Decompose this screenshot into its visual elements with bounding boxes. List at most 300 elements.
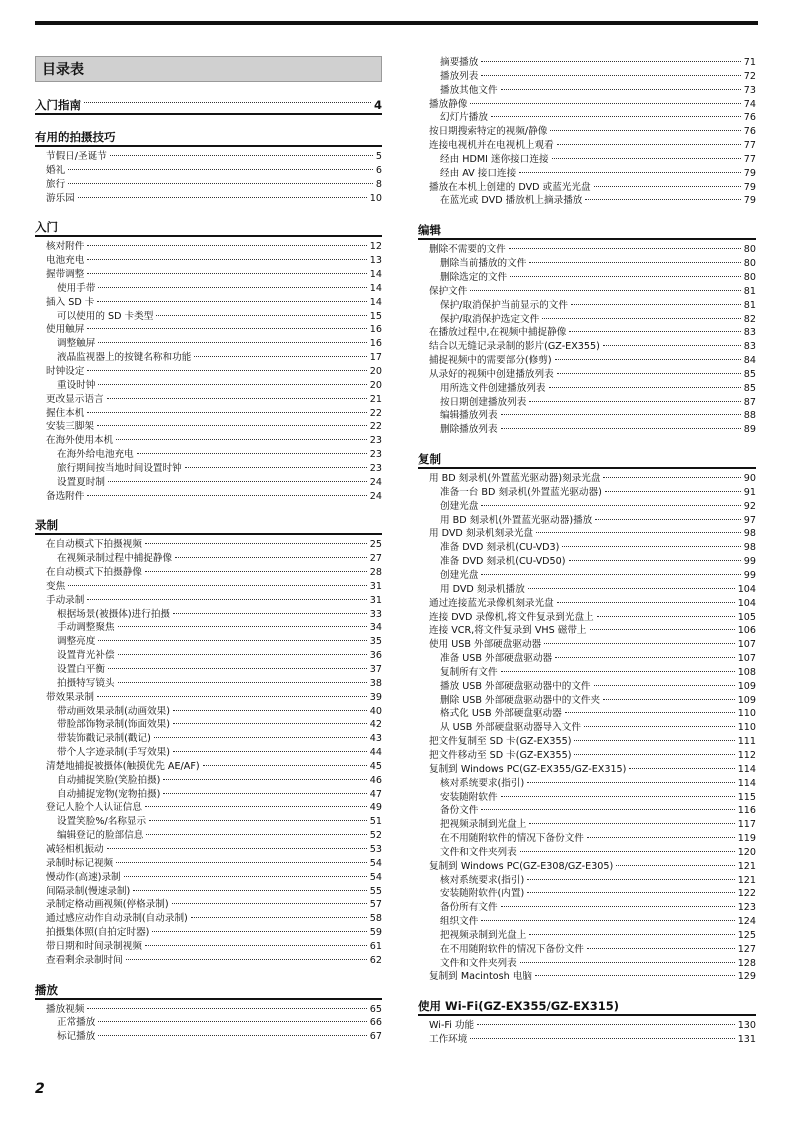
toc-entry[interactable]	[35, 434, 382, 448]
toc-entry[interactable]	[35, 885, 382, 899]
entry-label: 在海外使用本机	[46, 435, 114, 447]
toc-entry[interactable]	[418, 340, 756, 354]
entry-label: 设置笑脸%/名称显示	[57, 816, 147, 828]
entry-label: 备选附件	[46, 490, 85, 502]
toc-entry[interactable]	[35, 829, 382, 843]
entry-label: 准备 DVD 刻录机(CU-VD3)	[440, 542, 560, 554]
dot-leader	[527, 782, 734, 783]
dot-leader	[108, 481, 367, 482]
entry-page: 123	[737, 902, 756, 914]
dot-leader	[78, 197, 367, 198]
dot-leader	[595, 519, 741, 520]
toc-entry[interactable]	[418, 666, 756, 680]
entry-label: 删除当前播放的文件	[440, 258, 527, 270]
entry-label: 登记人脸个人认证信息	[46, 802, 142, 814]
section-title: 复制	[418, 452, 441, 467]
dot-leader	[173, 613, 367, 614]
dot-leader	[146, 834, 366, 835]
entry-label: 在不用随附软件的情况下备份文件	[440, 943, 584, 955]
entry-page: 23	[369, 449, 382, 461]
toc-entry[interactable]	[418, 181, 756, 195]
toc-entry[interactable]	[35, 718, 382, 732]
toc-entry[interactable]	[35, 1003, 382, 1017]
entry-page: 120	[737, 846, 756, 858]
toc-entry[interactable]	[418, 611, 756, 625]
toc-entry[interactable]	[35, 490, 382, 504]
toc-entry[interactable]	[35, 857, 382, 871]
entry-label: 拍摄特写镜头	[57, 677, 115, 689]
entry-label: 播放其他文件	[440, 84, 498, 96]
entry-page: 79	[743, 195, 756, 207]
toc-entry[interactable]	[35, 801, 382, 815]
toc-entry[interactable]	[35, 760, 382, 774]
dot-leader	[587, 837, 735, 838]
entry-label: 正常播放	[57, 1017, 96, 1029]
entry-page: 122	[737, 888, 756, 900]
entry-page: 38	[369, 677, 382, 689]
entry-label: 播放 USB 外部硬盘驱动器中的文件	[440, 680, 591, 692]
dot-leader	[501, 796, 735, 797]
section-heading	[35, 129, 382, 147]
entry-page: 121	[737, 860, 756, 872]
entry-label: 查看剩余录制时间	[46, 954, 123, 966]
dot-leader	[118, 682, 367, 683]
toc-entry[interactable]	[35, 1016, 382, 1030]
entry-page: 88	[743, 410, 756, 422]
entry-label: 通过感应动作自动录制(自动录制)	[46, 913, 188, 925]
toc-entry[interactable]	[418, 125, 756, 139]
toc-column-right	[418, 56, 756, 1061]
toc-entry[interactable]	[418, 194, 756, 208]
entry-page: 131	[737, 1034, 756, 1046]
dot-leader	[552, 158, 741, 159]
toc-entry[interactable]	[35, 150, 382, 164]
entry-label: 用 DVD 刻录机播放	[440, 583, 525, 595]
entry-label: 带个人字迹录制(手写效果)	[57, 747, 171, 759]
toc-entry[interactable]	[418, 970, 756, 984]
entry-label: 减轻相机振动	[46, 843, 104, 855]
toc-entry[interactable]	[418, 313, 756, 327]
entry-label: 核对系统要求(指引)	[440, 777, 525, 789]
entry-label: 摘要播放	[440, 57, 479, 68]
entry-page: 65	[369, 1003, 382, 1015]
toc-entry[interactable]	[418, 423, 756, 437]
toc-entry[interactable]	[418, 326, 756, 340]
toc-entry[interactable]	[35, 774, 382, 788]
entry-page: 79	[743, 181, 756, 193]
toc-entry[interactable]	[35, 566, 382, 580]
toc-entry[interactable]	[418, 707, 756, 721]
toc-entry[interactable]	[418, 257, 756, 271]
toc-entry[interactable]	[418, 56, 756, 70]
toc-entry[interactable]	[35, 310, 382, 324]
toc-entry[interactable]	[35, 912, 382, 926]
toc-entry[interactable]	[418, 98, 756, 112]
entry-label: 重设时钟	[57, 379, 96, 391]
toc-entry[interactable]	[418, 514, 756, 528]
dot-leader	[616, 865, 734, 866]
entry-page: 90	[743, 473, 756, 485]
toc-entry[interactable]	[418, 527, 756, 541]
toc-entry[interactable]	[418, 638, 756, 652]
toc-entry[interactable]	[418, 652, 756, 666]
dot-leader	[145, 806, 367, 807]
entry-page: 17	[369, 352, 382, 364]
entry-label: 播放在本机上创建的 DVD 或蓝光光盘	[429, 181, 591, 193]
entry-label: 使用 USB 外部硬盘驱动器	[429, 639, 542, 651]
dot-leader	[555, 657, 735, 658]
section-heading	[418, 222, 756, 240]
toc-entry[interactable]	[418, 777, 756, 791]
dot-leader	[629, 768, 734, 769]
entry-page: 98	[743, 542, 756, 554]
toc-entry[interactable]	[35, 407, 382, 421]
entry-label: 复制到 Macintosh 电脑	[429, 971, 532, 983]
entry-page: 106	[737, 625, 756, 637]
dot-leader	[574, 740, 734, 741]
toc-section	[35, 97, 382, 115]
toc-entry[interactable]	[418, 680, 756, 694]
dot-leader	[501, 428, 741, 429]
entry-label: 设置白平衡	[57, 664, 105, 675]
toc-entry[interactable]	[35, 538, 382, 552]
dot-leader	[562, 546, 740, 547]
dot-leader	[172, 903, 367, 904]
toc-entry[interactable]	[35, 621, 382, 635]
toc-entry[interactable]	[418, 749, 756, 763]
dot-leader	[145, 945, 367, 946]
entry-label: 连接电视机并在电视机上观看	[429, 140, 554, 152]
entry-page: 10	[369, 192, 382, 204]
toc-entry[interactable]	[35, 843, 382, 857]
dot-leader	[191, 917, 367, 918]
dot-leader	[557, 144, 741, 145]
entry-page: 54	[369, 857, 382, 869]
toc-entry[interactable]	[418, 555, 756, 569]
toc-entry[interactable]	[418, 472, 756, 486]
entry-label: 把视频录制到光盘上	[440, 819, 527, 831]
section-heading	[35, 219, 382, 237]
toc-entry[interactable]	[418, 804, 756, 818]
toc-entry[interactable]	[418, 597, 756, 611]
dot-leader	[98, 384, 366, 385]
toc-entry[interactable]	[35, 240, 382, 254]
toc-entry[interactable]	[418, 285, 756, 299]
entry-label: 幻灯片播放	[440, 112, 488, 124]
toc-entry[interactable]	[418, 569, 756, 583]
toc-entry[interactable]	[35, 788, 382, 802]
entry-label: 安装随附软件	[440, 791, 498, 803]
toc-entry[interactable]	[35, 677, 382, 691]
dot-leader	[87, 370, 366, 371]
toc-entry[interactable]	[35, 898, 382, 912]
toc-entry[interactable]	[35, 282, 382, 296]
toc-entry[interactable]	[35, 705, 382, 719]
entry-label: 创建光盘	[440, 570, 479, 581]
toc-entry[interactable]	[418, 84, 756, 98]
dot-leader	[501, 414, 741, 415]
toc-entry[interactable]	[418, 243, 756, 257]
toc-entry[interactable]	[35, 351, 382, 365]
toc-entry[interactable]	[35, 268, 382, 282]
entry-page: 43	[369, 733, 382, 745]
toc-entry[interactable]	[35, 954, 382, 968]
entry-label: 创建光盘	[440, 500, 479, 512]
entry-page: 71	[743, 57, 756, 68]
dot-leader	[571, 304, 741, 305]
entry-page: 57	[369, 899, 382, 911]
toc-entry[interactable]	[418, 153, 756, 167]
toc-entry[interactable]	[418, 957, 756, 971]
entry-page: 37	[369, 664, 382, 675]
toc-entry[interactable]	[35, 663, 382, 677]
toc-entry[interactable]	[418, 832, 756, 846]
toc-entry[interactable]	[35, 691, 382, 705]
toc-entry[interactable]	[418, 70, 756, 84]
entry-label: 调整触屏	[57, 338, 96, 350]
entry-page: 98	[743, 528, 756, 540]
dot-leader	[137, 453, 367, 454]
entry-page: 58	[369, 913, 382, 925]
toc-entry[interactable]	[418, 735, 756, 749]
entry-page: 45	[369, 760, 382, 772]
entry-page: 97	[743, 514, 756, 526]
toc-entry[interactable]	[418, 1019, 756, 1033]
toc-entry[interactable]	[418, 874, 756, 888]
toc-entry[interactable]	[418, 271, 756, 285]
entry-label: 经由 HDMI 迷你接口连接	[440, 153, 549, 165]
dot-leader	[549, 387, 741, 388]
toc-entry[interactable]	[35, 393, 382, 407]
dot-leader	[152, 931, 366, 932]
toc-section	[35, 517, 382, 967]
toc-entry[interactable]	[418, 541, 756, 555]
toc-entry[interactable]	[418, 846, 756, 860]
dot-leader	[585, 199, 740, 200]
entry-page: 129	[737, 971, 756, 983]
section-title: 有用的拍摄技巧	[35, 130, 116, 144]
entry-label: 用 BD 刻录机(外置蓝光驱动器)刻录光盘	[429, 473, 601, 485]
toc-entry[interactable]	[418, 583, 756, 597]
toc-entry[interactable]	[35, 940, 382, 954]
toc-entry[interactable]	[418, 354, 756, 368]
entry-label: 通过连接蓝光录像机刻录光盘	[429, 597, 554, 609]
toc-entry[interactable]	[418, 915, 756, 929]
toc-entry[interactable]	[35, 379, 382, 393]
toc-entry[interactable]	[418, 791, 756, 805]
dot-leader	[529, 262, 740, 263]
toc-entry[interactable]	[418, 409, 756, 423]
toc-entry[interactable]	[418, 382, 756, 396]
toc-entry[interactable]	[418, 721, 756, 735]
entry-page: 116	[737, 805, 756, 817]
toc-entry[interactable]	[35, 476, 382, 490]
entry-label: 把文件移动至 SD 卡(GZ-EX355)	[429, 749, 572, 761]
dot-leader	[529, 401, 740, 402]
toc-entry[interactable]	[418, 887, 756, 901]
entry-label: 复制所有文件	[440, 666, 498, 678]
toc-entry[interactable]	[35, 296, 382, 310]
toc-entry[interactable]	[418, 368, 756, 382]
toc-entry[interactable]	[418, 486, 756, 500]
entry-page: 36	[369, 650, 382, 662]
dot-leader	[163, 779, 366, 780]
entry-page: 76	[743, 112, 756, 124]
entry-page: 99	[743, 556, 756, 568]
entry-label: 拍摄集体照(自拍定时器)	[46, 927, 150, 939]
entry-page: 34	[369, 622, 382, 634]
entry-label: 用 DVD 刻录机刻录光盘	[429, 528, 534, 540]
dot-leader	[173, 751, 367, 752]
entry-page: 52	[369, 830, 382, 842]
toc-entry[interactable]	[418, 860, 756, 874]
toc-entry[interactable]	[35, 448, 382, 462]
toc-entry[interactable]	[418, 818, 756, 832]
toc-entry[interactable]	[35, 192, 382, 206]
toc-entry[interactable]	[418, 111, 756, 125]
toc-section	[418, 451, 756, 984]
toc-entry[interactable]	[418, 139, 756, 153]
toc-entry[interactable]	[418, 763, 756, 777]
toc-entry[interactable]	[418, 943, 756, 957]
entry-label: 准备一台 BD 刻录机(外置蓝光驱动器)	[440, 486, 602, 498]
toc-entry[interactable]	[35, 608, 382, 622]
entry-page: 67	[369, 1031, 382, 1043]
entry-label: 更改显示语言	[46, 393, 104, 405]
toc-entry[interactable]	[35, 337, 382, 351]
section-heading[interactable]	[35, 97, 382, 115]
dot-leader	[481, 920, 734, 921]
toc-entry[interactable]	[418, 167, 756, 181]
toc-entry[interactable]	[35, 365, 382, 379]
entry-label: 把视频录制到光盘上	[440, 929, 527, 941]
entry-page: 40	[369, 705, 382, 717]
top-rule	[35, 21, 758, 25]
entry-label: 删除选定的文件	[440, 271, 508, 283]
entry-page: 115	[737, 791, 756, 803]
toc-entry[interactable]	[418, 500, 756, 514]
dot-leader	[536, 532, 741, 533]
entry-page: 39	[369, 691, 382, 703]
entry-label: 慢动作(高速)录制	[46, 871, 121, 883]
toc-entry[interactable]	[418, 396, 756, 410]
entry-page: 128	[737, 957, 756, 969]
dot-leader	[481, 75, 740, 76]
entry-label: 把文件复制至 SD 卡(GZ-EX355)	[429, 736, 572, 748]
toc-entry[interactable]	[35, 178, 382, 192]
entry-label: 节假日/圣诞节	[46, 151, 107, 162]
toc-entry[interactable]	[35, 594, 382, 608]
toc-entry[interactable]	[35, 462, 382, 476]
toc-entry[interactable]	[35, 580, 382, 594]
dot-leader	[527, 892, 734, 893]
entry-label: 保护文件	[429, 285, 468, 297]
entry-label: 手动录制	[46, 594, 85, 606]
dot-leader	[569, 560, 741, 561]
section-heading	[35, 517, 382, 535]
dot-leader	[470, 103, 740, 104]
toc-section	[35, 219, 382, 503]
entry-label: 保护/取消保护当前显示的文件	[440, 299, 568, 311]
dot-leader	[87, 412, 366, 413]
toc-section	[35, 982, 382, 1045]
entry-label: 带脸部饰物录制(饰面效果)	[57, 719, 171, 731]
entry-label: 组织文件	[440, 916, 479, 928]
entry-page: 85	[743, 382, 756, 394]
dot-leader	[116, 862, 367, 863]
toc-entry[interactable]	[35, 746, 382, 760]
dot-leader	[590, 629, 735, 630]
toc-title-box	[35, 56, 382, 82]
entry-label: 播放列表	[440, 70, 479, 82]
toc-entry[interactable]	[35, 635, 382, 649]
entry-label: 安装随附软件(内置)	[440, 888, 525, 900]
toc-entry[interactable]	[35, 871, 382, 885]
entry-page: 111	[737, 736, 756, 748]
dot-leader	[126, 959, 367, 960]
entry-label: 按日期创建播放列表	[440, 396, 527, 408]
entry-label: 播放视频	[46, 1003, 85, 1015]
entry-page: 53	[369, 843, 382, 855]
entry-label: 录制时标记视频	[46, 857, 114, 869]
toc-entry[interactable]	[35, 649, 382, 663]
section-heading	[418, 998, 756, 1016]
toc-entry[interactable]	[418, 929, 756, 943]
entry-page: 105	[737, 611, 756, 623]
dot-leader	[509, 248, 741, 249]
entry-page: 12	[369, 241, 382, 253]
entry-label: 按日期搜索特定的视频/静像	[429, 126, 548, 138]
entry-page: 80	[743, 271, 756, 283]
entry-page: 73	[743, 84, 756, 96]
entry-label: 可以使用的 SD 卡类型	[57, 310, 154, 322]
toc-entry[interactable]	[35, 254, 382, 268]
entry-label: 时钟设定	[46, 365, 85, 377]
dot-leader	[544, 643, 735, 644]
dot-leader	[156, 315, 366, 316]
toc-entry[interactable]	[35, 732, 382, 746]
toc-entry[interactable]	[418, 299, 756, 313]
toc-entry[interactable]	[418, 1033, 756, 1047]
page-number: 2	[35, 1081, 45, 1097]
toc-entry[interactable]	[35, 552, 382, 566]
entry-page: 92	[743, 500, 756, 512]
dot-leader	[87, 599, 366, 600]
toc-entry[interactable]	[35, 164, 382, 178]
toc-entry[interactable]	[35, 815, 382, 829]
toc-entry[interactable]	[418, 694, 756, 708]
entry-page: 22	[369, 407, 382, 419]
entry-label: 带装饰戳记录制(戳记)	[57, 733, 151, 745]
toc-entry[interactable]	[35, 323, 382, 337]
toc-entry[interactable]	[418, 624, 756, 638]
dot-leader	[98, 342, 366, 343]
entry-page: 107	[737, 653, 756, 665]
entry-page: 104	[737, 583, 756, 595]
dot-leader	[116, 439, 367, 440]
entry-page: 80	[743, 258, 756, 270]
toc-entry[interactable]	[35, 1030, 382, 1044]
toc-entry[interactable]	[35, 926, 382, 940]
entry-label: 使用触屏	[46, 324, 85, 336]
toc-entry[interactable]	[418, 901, 756, 915]
entry-page: 99	[743, 570, 756, 581]
entry-label: 带动画效果录制(动画效果)	[57, 705, 171, 717]
dot-leader	[97, 696, 367, 697]
entry-page: 112	[737, 749, 756, 761]
entry-label: 液晶监视器上的按键名称和功能	[57, 352, 192, 364]
toc-entry[interactable]	[35, 420, 382, 434]
